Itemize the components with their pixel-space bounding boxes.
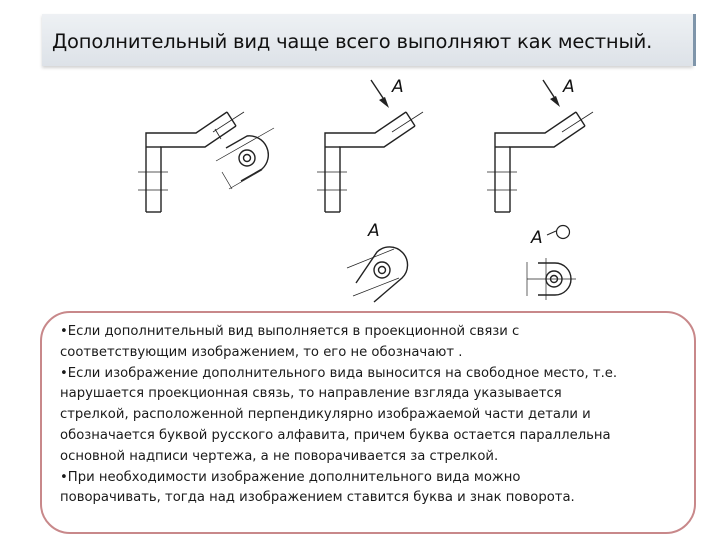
note-line: обозначается буквой русского алфавита, причем буква остается параллельна	[60, 427, 611, 443]
note-line: •Если изображение дополнительного вида выносится на свободное место, т.е.	[60, 365, 618, 381]
figure-3-view-arrow	[543, 77, 575, 107]
figure-1-local-view	[216, 128, 274, 189]
figure-1-bracket	[138, 112, 244, 212]
note-line: нарушается проекционная связь, то направление взгляда указывается	[60, 386, 562, 402]
note-line: поворачивать, тогда над изображением ставится буква и знак поворота.	[60, 490, 575, 506]
figure-2-view-label: A	[368, 221, 380, 241]
note-line: стрелкой, расположенной перпендикулярно изображаемой части детали и	[60, 407, 591, 423]
figure-2-bracket	[317, 112, 423, 212]
note-text	[60, 322, 690, 509]
note-line: •Если дополнительный вид выполняется в проекционной связи с	[60, 324, 520, 339]
note-line: основной надписи чертежа, а не поворачивается за стрелкой.	[60, 448, 499, 464]
note-line: соответствующим изображением, то его не обозначают .	[60, 344, 463, 360]
figure-3-bracket	[487, 112, 593, 212]
rotation-sign-icon	[547, 226, 570, 239]
note-line: •При необходимости изображение дополнительного вида можно	[60, 469, 521, 485]
figure-2-view-arrow	[371, 77, 404, 108]
figure-2-detached-view	[347, 221, 408, 302]
slide-title: Дополнительный вид чаще всего выполняют как местный.	[52, 30, 653, 53]
figure-2-letter: A	[392, 77, 404, 97]
figure-3-letter: A	[563, 77, 575, 97]
figure-3-view-label: A	[531, 228, 543, 248]
figure-3-rotated-view	[527, 226, 576, 301]
